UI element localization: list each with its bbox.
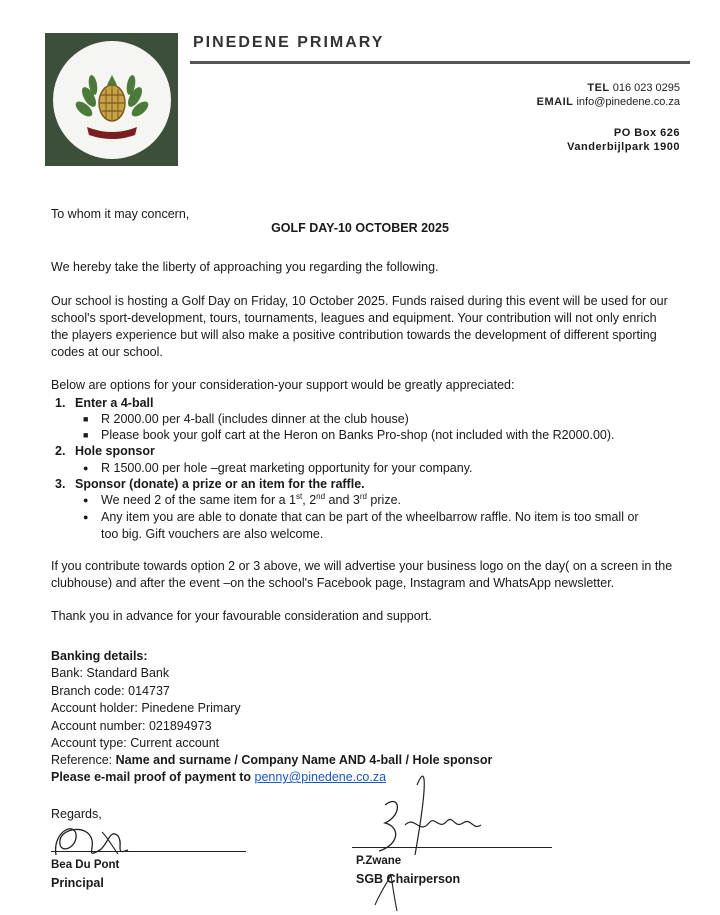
option-3 [55, 477, 365, 491]
intro: We hereby take the liberty of approaching you regarding the following. [51, 260, 439, 274]
thanks: Thank you in advance for your favourable consideration and support. [51, 609, 432, 623]
contact-email [537, 96, 680, 108]
tel-label: TEL [587, 82, 610, 94]
round-bullet-icon: ● [83, 463, 89, 473]
option-title: Sponsor (donate) a prize or an item for the raffle. [75, 477, 365, 491]
square-bullet-icon: ■ [83, 430, 89, 440]
option-number: 3. [55, 477, 66, 491]
option-2-bullet-1: ● R 1500.00 per hole –great marketing opportunity for your company. [83, 461, 473, 475]
round-bullet-icon: ● [83, 512, 89, 522]
email-label: EMAIL [536, 96, 574, 108]
banking-heading: Banking details: [51, 649, 148, 663]
round-bullet-icon: ● [83, 495, 89, 505]
header-divider [190, 61, 690, 64]
chairperson-title: SGB Chairperson [356, 872, 461, 886]
option-2 [55, 444, 155, 458]
option-1 [55, 396, 154, 410]
school-crest-icon [51, 39, 173, 161]
chairperson-signature-line [352, 847, 552, 848]
option-number: 1. [55, 396, 66, 410]
chairperson-name: P.Zwane [356, 855, 402, 867]
option-3-bullet-1: ● We need 2 of the same item for a 1st, 2nd and 3rd prize. [83, 491, 401, 507]
principal-name: Bea Du Pont [51, 859, 120, 871]
branch-code: Branch code: 014737 [51, 684, 170, 698]
salutation: To whom it may concern, [51, 207, 190, 221]
option-1-bullet-1: ■ R 2000.00 per 4-ball (includes dinner at the club house) [83, 412, 409, 426]
contact-tel [587, 82, 680, 94]
option-title: Enter a 4-ball [75, 396, 154, 410]
option-title: Hole sponsor [75, 444, 155, 458]
option-3-bullet-2: ● Any item you are able to donate that can be part of the wheelbarrow raffle. No item is too small or too big. Gift vouchers are also welcome. [83, 510, 639, 541]
account-type: Account type: Current account [51, 736, 220, 750]
chairperson-signature-icon [355, 765, 515, 915]
payment-reference: Reference: Name and surname / Company Name AND 4-ball / Hole sponsor [51, 753, 493, 767]
square-bullet-icon: ■ [83, 414, 89, 424]
paragraph-advertising: If you contribute towards option 2 or 3 above, we will advertise your business logo on the day( on a screen in the clubhouse) and after the event –on the school's Facebook page, Instagram and WhatsApp newsletter. [51, 559, 673, 590]
email-link[interactable]: penny@pinedene.co.za [254, 770, 387, 784]
principal-title: Principal [51, 876, 104, 890]
account-holder: Account holder: Pinedene Primary [51, 701, 241, 715]
school-logo [45, 33, 178, 166]
principal-signature-line [51, 851, 246, 852]
po-box: PO Box 626 [613, 127, 680, 139]
school-name: PINEDENE PRIMARY [193, 34, 385, 51]
account-number: Account number: 021894973 [51, 719, 212, 733]
regards: Regards, [51, 807, 102, 821]
tel-value: 016 023 0295 [612, 82, 680, 94]
bank-name: Bank: Standard Bank [51, 666, 170, 680]
email-value: info@pinedene.co.za [576, 96, 680, 108]
paragraph-purpose: Our school is hosting a Golf Day on Friday, 10 October 2025. Funds raised during this event will be used for our school's sport-development, tours, tournaments, leagues and equipment. Your contribution will not only enrich the players experience but will also make a positive contribution towards the development of different sporting codes at our school. [51, 294, 668, 359]
options-intro: Below are options for your consideration-your support would be greatly appreciated: [51, 378, 515, 392]
option-number: 2. [55, 444, 66, 458]
letter-title: GOLF DAY-10 OCTOBER 2025 [271, 221, 449, 235]
option-1-bullet-2: ■ Please book your golf cart at the Heron on Banks Pro-shop (not included with the R2000.00). [83, 428, 615, 442]
proof-of-payment: Please e-mail proof of payment to penny@pinedene.co.za [51, 770, 387, 784]
city: Vanderbijlpark 1900 [567, 141, 680, 153]
